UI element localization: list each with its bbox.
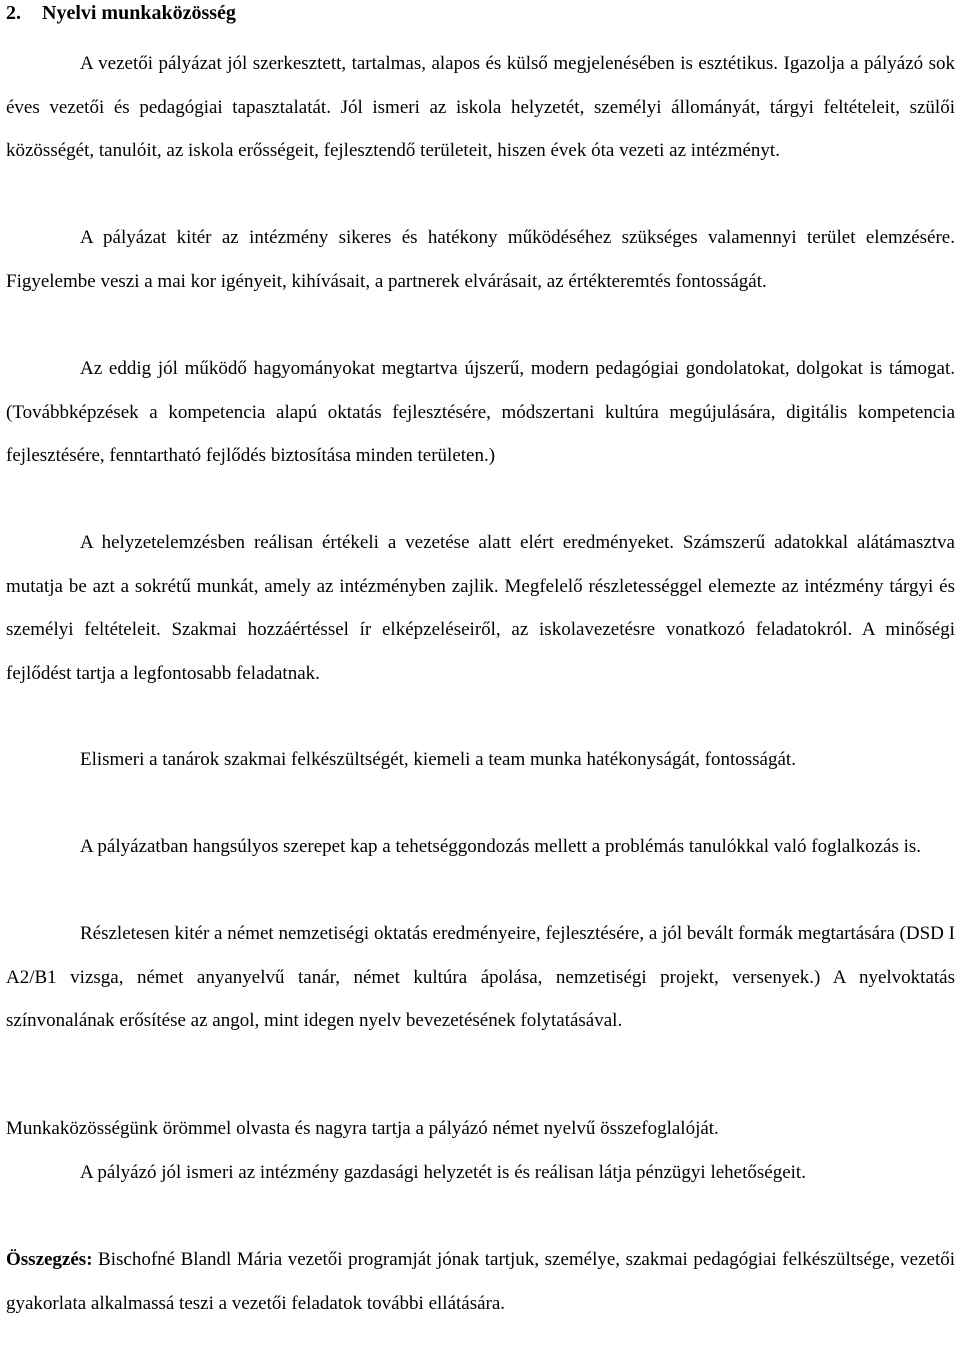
paragraph-german: Részletesen kitér a német nemzetiségi oktatás eredményeire, fejlesztésére, a jól bevált formák megtartására (DSD I A2/B1 vizsga, német anyanyelvű tanár, német kultúra ápolása, nemzetiségi projekt, versenyek.) A nyelvoktatás színvonalának erősítése az angol, mint idegen nyelv bevezetésének folytatásával. <box>6 923 955 1031</box>
paragraph-situation: A helyzetelemzésben reálisan értékeli a vezetése alatt elért eredményeket. Számszerű adatokkal alátámasztva mutatja be azt a sokrétű munkát, amely az intézményben zajlik. Megfelelő részletességgel elemezte az intézmény tárgyi és személyi feltételeit. Szakmai hozzáértéssel ír elképzeléseiről, az iskolavezetésre vonatkozó feladatokról. A minőségi fejlődést tartja a legfontosabb feladatnak. <box>6 532 955 684</box>
paragraph-analysis: A pályázat kitér az intézmény sikeres és hatékony működéséhez szükséges valamennyi terület elemzésére. Figyelembe veszi a mai kor igényeit, kihívásait, a partnerek elvárásait, az értékteremtés fontosságát. <box>6 227 955 292</box>
paragraph-intro: A vezetői pályázat jól szerkesztett, tartalmas, alapos és külső megjelenésében is esztétikus. Igazolja a pályázó sok éves vezetői és pedagógiai tapasztalatát. Jól ismeri az iskola helyzetét, személyi állományát, tárgyi feltételeit, szülői közösségét, tanulóit, az iskola erősségeit, fejlesztendő területeit, hiszen évek óta vezeti az intézményt. <box>6 53 955 161</box>
section-number: 2. <box>6 2 21 24</box>
paragraph-talent: A pályázatban hangsúlyos szerepet kap a tehetséggondozás mellett a problémás tanulókkal való foglalkozás is. <box>80 836 922 857</box>
summary-text: Bischofné Blandl Mária vezetői programját jónak tartjuk, személye, szakmai pedagógiai felkészültsége, vezetői gyakorlata alkalmassá teszi a vezetői feladatok további ellátására. <box>6 1249 955 1314</box>
section-heading <box>6 0 236 26</box>
summary-label: Összegzés: <box>6 1249 93 1270</box>
paragraph-finance: A pályázó jól ismeri az intézmény gazdasági helyzetét is és reálisan látja pénzügyi lehetőségeit. <box>80 1162 806 1183</box>
paragraph-conclusion <box>6 1238 955 1325</box>
paragraph-traditions: Az eddig jól működő hagyományokat megtartva újszerű, modern pedagógiai gondolatokat, dolgokat is támogat. (Továbbképzések a kompetencia alapú oktatás fejlesztésére, módszertani kultúra megújulására, digitális kompetencia fejlesztésére, fenntartható fejlődés biztosítása minden területen.) <box>6 358 955 466</box>
paragraph-teachers: Elismeri a tanárok szakmai felkészültségét, kiemeli a team munka hatékonyságát, fontosságát. <box>80 749 796 770</box>
paragraph-summary-german: Munkaközösségünk örömmel olvasta és nagyra tartja a pályázó német nyelvű összefoglalóját. <box>6 1118 719 1139</box>
section-title: Nyelvi munkaközösség <box>42 2 236 24</box>
